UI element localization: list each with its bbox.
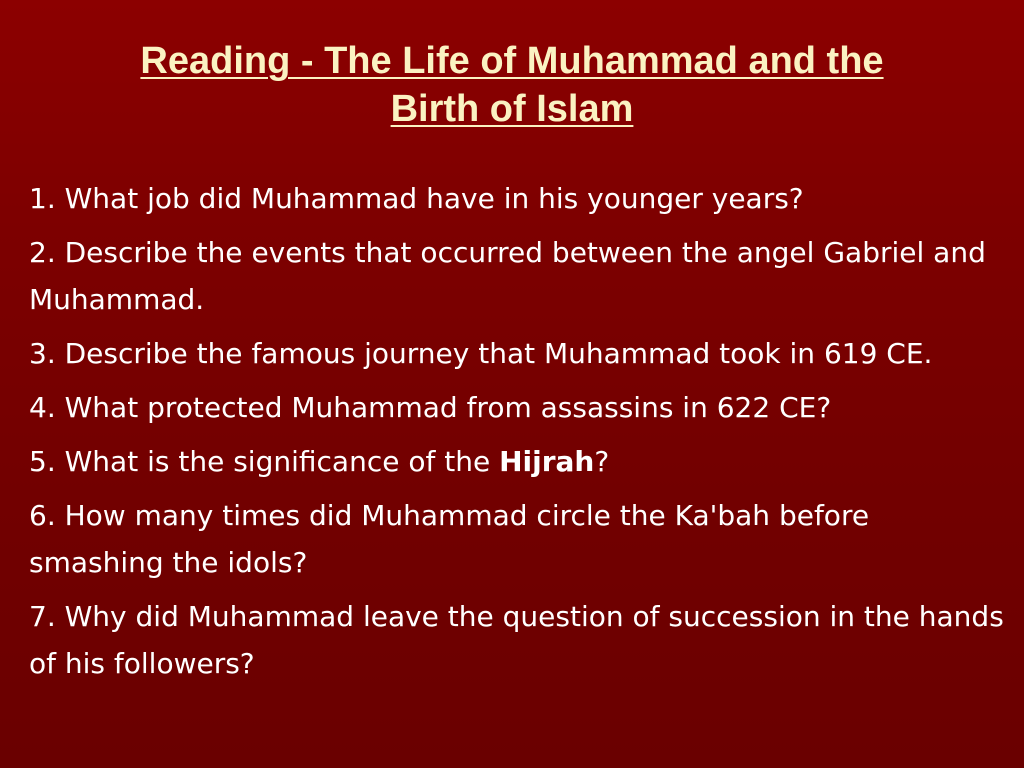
question-number: 6. <box>29 499 56 532</box>
question-number: 5. <box>29 445 56 478</box>
question-text: How many times did Muhammad circle the Ka'bah before smashing the idols? <box>29 499 870 579</box>
question-item-6 <box>29 492 1004 586</box>
question-text: Describe the famous journey that Muhammad took in 619 CE. <box>64 337 933 370</box>
question-item-1 <box>29 175 1004 222</box>
question-item-4 <box>29 384 1004 431</box>
question-number: 7. <box>29 600 56 633</box>
question-number: 3. <box>29 337 56 370</box>
question-item-7 <box>29 593 1004 687</box>
question-text: What protected Muhammad from assassins in 622 CE? <box>64 391 832 424</box>
question-text: What is the significance of the <box>64 445 491 478</box>
question-number: 1. <box>29 182 56 215</box>
slide-title <box>40 37 984 133</box>
question-list <box>29 175 1004 694</box>
question-item-2 <box>29 229 1004 323</box>
question-text: What job did Muhammad have in his younger years? <box>64 182 804 215</box>
question-punctuation: ? <box>594 445 610 478</box>
question-text: Describe the events that occurred between the angel Gabriel and Muhammad. <box>29 236 986 316</box>
slide-title-line-2: Birth of Islam <box>390 88 634 131</box>
question-number: 4. <box>29 391 56 424</box>
question-number: 2. <box>29 236 56 269</box>
slide-title-line-1: Reading - The Life of Muhammad and the <box>140 40 884 83</box>
question-item-5 <box>29 438 1004 485</box>
question-item-3 <box>29 330 1004 377</box>
hijrah-term: Hijrah <box>499 445 595 478</box>
question-text: Why did Muhammad leave the question of succession in the hands of his followers? <box>29 600 1004 680</box>
